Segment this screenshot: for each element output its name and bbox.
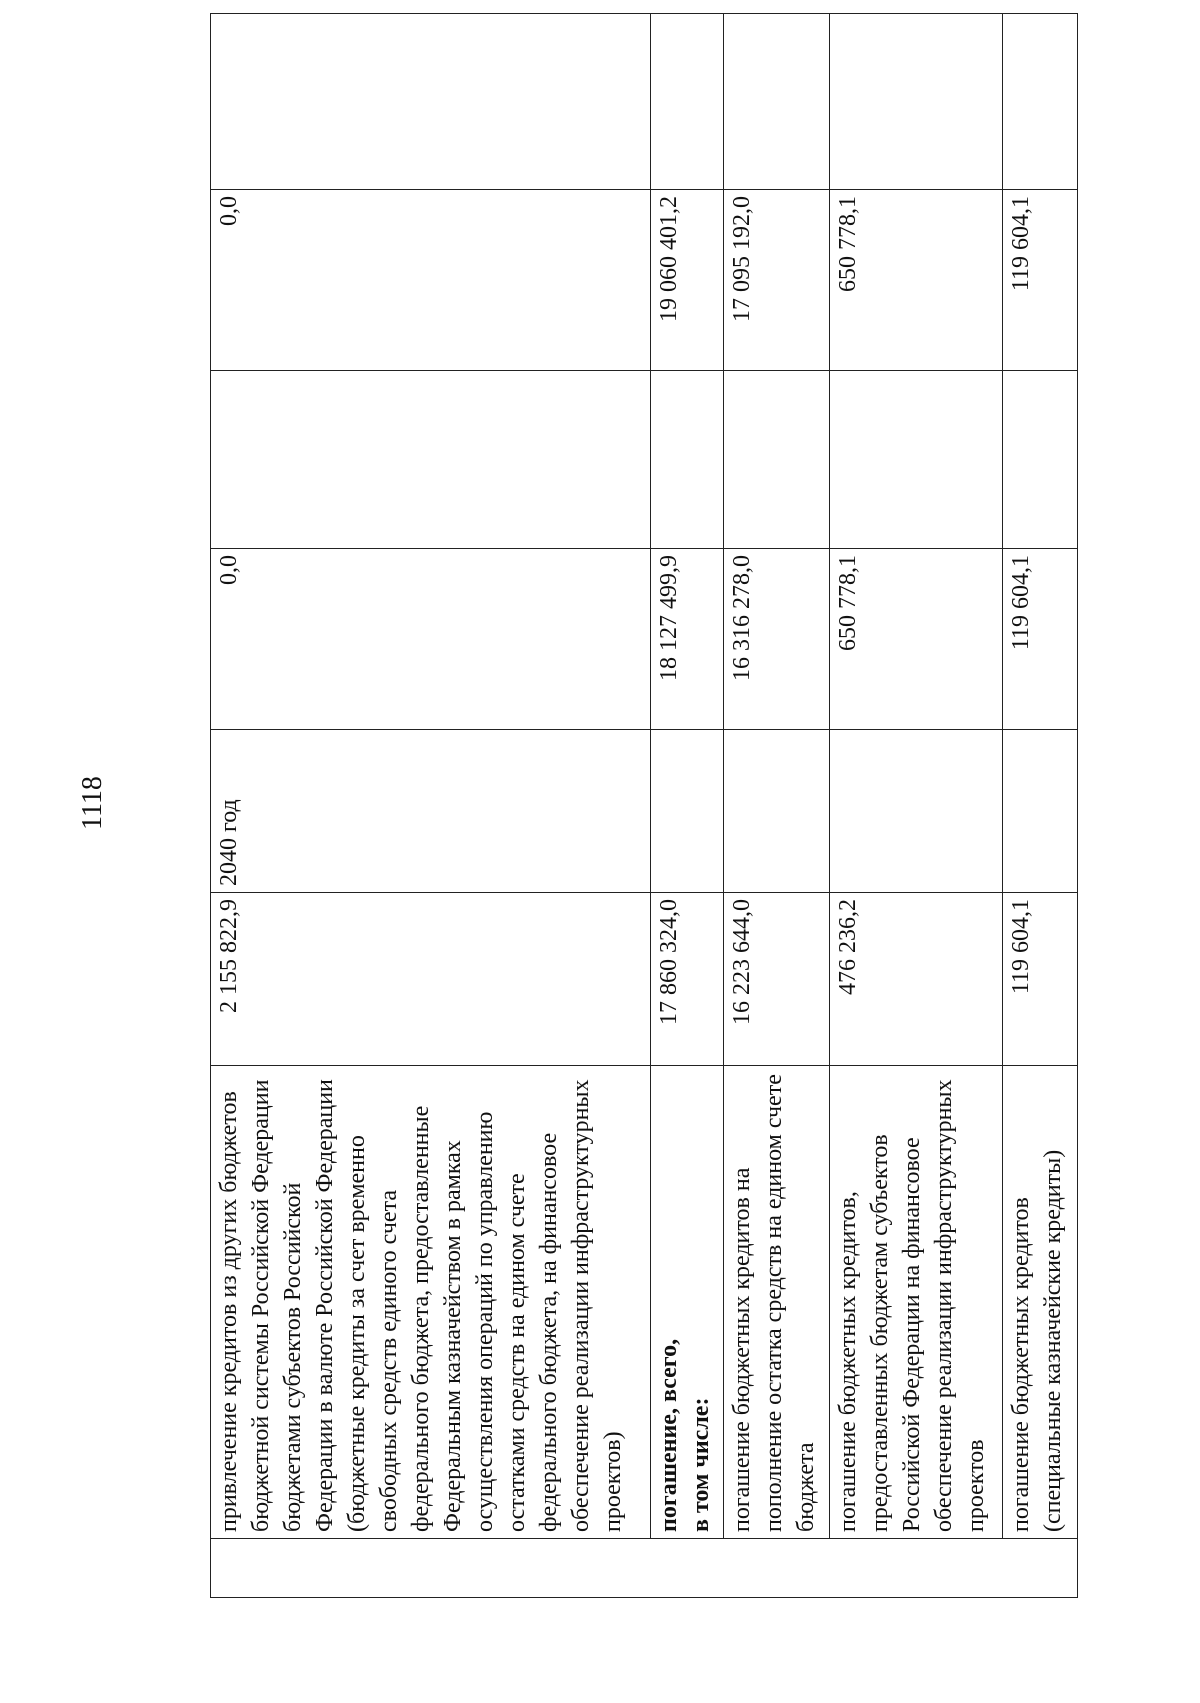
table-row <box>650 14 723 1598</box>
year-cell <box>650 730 723 893</box>
value-cell-col2: 650 778,1 <box>830 549 1002 730</box>
table-row <box>211 14 651 1598</box>
value-cell-col3: 19 060 401,2 <box>650 190 723 371</box>
row-sublabel: в том числе: <box>687 1397 714 1532</box>
value-cell-col2: 16 316 278,0 <box>723 549 830 730</box>
table-row <box>723 14 830 1598</box>
row-label-cell <box>830 1066 1002 1539</box>
year-cell <box>830 730 1002 893</box>
value-cell-col3: 0,0 <box>211 190 651 371</box>
value-cell-col2: 18 127 499,9 <box>650 549 723 730</box>
empty-cell <box>211 371 651 549</box>
empty-cell <box>1002 371 1077 549</box>
empty-cell <box>650 371 723 549</box>
row-label: погашение, всего, <box>655 1338 682 1532</box>
year-label: 2040 год <box>216 799 242 886</box>
row-label: погашение бюджетных кредитов на пополнение остатка средств на едином счете бюджета <box>728 1074 819 1532</box>
value-cell-col1: 17 860 324,0 <box>650 893 723 1066</box>
year-cell <box>211 730 651 893</box>
blank-first-column-cell <box>211 1539 1078 1598</box>
empty-cell <box>830 14 1002 190</box>
value-cell-col3: 119 604,1 <box>1002 190 1077 371</box>
empty-cell <box>1002 14 1077 190</box>
value-cell-col2: 119 604,1 <box>1002 549 1077 730</box>
table-row <box>1002 14 1077 1598</box>
empty-cell <box>211 14 651 190</box>
value-cell-col1: 119 604,1 <box>1002 893 1077 1066</box>
year-cell <box>1002 730 1077 893</box>
row-label: привлечение кредитов из других бюджетов бюджетной системы Российской Федерации бюджетами субъектов Российской Федерации в валюте Российской Федерации (бюджетные кредиты за счет временно свободных средств единого счета федерального бюджета, предоставленные Федеральным казначейством в рамках осуществления операций по управлению остатками средств на едином счете федерального бюджета, на финансовое обеспечение реализации инфраструктурных проектов) <box>216 1079 626 1532</box>
row-label-cell <box>211 1066 651 1539</box>
value-cell-col1: 2 155 822,9 <box>211 893 651 1066</box>
table-row <box>830 14 1002 1598</box>
row-label: погашение бюджетных кредитов (специальные казначейские кредиты) <box>1007 1149 1066 1532</box>
empty-cell <box>650 14 723 190</box>
page-number: 1118 <box>77 776 108 830</box>
budget-table <box>210 13 1078 1598</box>
empty-cell <box>830 371 1002 549</box>
empty-cell <box>723 371 830 549</box>
row-label: погашение бюджетных кредитов, предоставленных бюджетам субъектов Российской Федерации на финансовое обеспечение реализации инфраструктурных проектов <box>835 1079 990 1532</box>
value-cell-col1: 476 236,2 <box>830 893 1002 1066</box>
empty-cell <box>723 14 830 190</box>
value-cell-col1: 16 223 644,0 <box>723 893 830 1066</box>
row-label-cell <box>650 1066 723 1539</box>
year-cell <box>723 730 830 893</box>
row-label-cell <box>1002 1066 1077 1539</box>
budget-table-rotated <box>210 118 1078 1598</box>
value-cell-col3: 17 095 192,0 <box>723 190 830 371</box>
row-label-cell <box>723 1066 830 1539</box>
value-cell-col2: 0,0 <box>211 549 651 730</box>
value-cell-col3: 650 778,1 <box>830 190 1002 371</box>
